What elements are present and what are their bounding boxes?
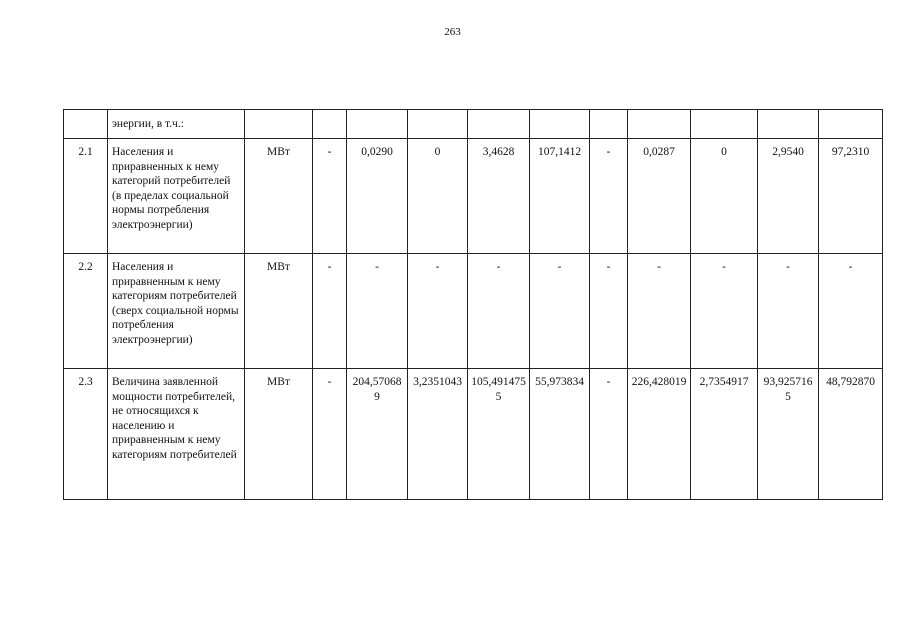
table-row <box>64 369 883 500</box>
value-cell: - <box>347 254 408 369</box>
value-cell: - <box>408 254 468 369</box>
value-cell: - <box>313 254 347 369</box>
value-cell: - <box>628 254 691 369</box>
value-cell: 0,0290 <box>347 139 408 254</box>
value-cell <box>408 110 468 139</box>
value-cell: 226,428019 <box>628 369 691 500</box>
value-cell: - <box>530 254 590 369</box>
value-cell: 97,2310 <box>819 139 883 254</box>
row-number-cell: 2.3 <box>64 369 108 500</box>
value-cell: - <box>819 254 883 369</box>
value-cell <box>590 110 628 139</box>
value-cell: - <box>468 254 530 369</box>
value-cell: 105,4914755 <box>468 369 530 500</box>
value-cell: - <box>590 139 628 254</box>
table-row <box>64 139 883 254</box>
table-row <box>64 254 883 369</box>
value-cell: 3,2351043 <box>408 369 468 500</box>
page-number: 263 <box>444 26 461 38</box>
value-cell: 48,792870 <box>819 369 883 500</box>
table-row <box>64 110 883 139</box>
value-cell <box>468 110 530 139</box>
value-cell: 55,973834 <box>530 369 590 500</box>
value-cell <box>313 110 347 139</box>
value-cell: - <box>313 369 347 500</box>
value-cell <box>530 110 590 139</box>
unit-cell <box>245 110 313 139</box>
row-number-cell: 2.2 <box>64 254 108 369</box>
value-cell: 3,4628 <box>468 139 530 254</box>
value-cell: 0 <box>408 139 468 254</box>
unit-cell: МВт <box>245 139 313 254</box>
value-cell: - <box>590 369 628 500</box>
value-cell: - <box>691 254 758 369</box>
row-description-cell: Населения и приравненным к нему категориям потребителей (сверх социальной нормы потребления электроэнергии) <box>108 254 245 369</box>
unit-cell: МВт <box>245 254 313 369</box>
value-cell: - <box>313 139 347 254</box>
row-description-cell: Величина заявленной мощности потребителей, не относящихся к населению и приравненным к нему категориям потребителей <box>108 369 245 500</box>
value-cell: 0 <box>691 139 758 254</box>
row-description-cell: энергии, в т.ч.: <box>108 110 245 139</box>
data-table <box>63 109 883 500</box>
value-cell: - <box>758 254 819 369</box>
row-number-cell <box>64 110 108 139</box>
value-cell <box>691 110 758 139</box>
value-cell <box>347 110 408 139</box>
value-cell: 93,9257165 <box>758 369 819 500</box>
value-cell: 2,9540 <box>758 139 819 254</box>
value-cell: 107,1412 <box>530 139 590 254</box>
value-cell <box>819 110 883 139</box>
row-description-cell: Населения и приравненных к нему категорий потребителей (в пределах социальной нормы потребления электроэнергии) <box>108 139 245 254</box>
row-number-cell: 2.1 <box>64 139 108 254</box>
value-cell <box>758 110 819 139</box>
unit-cell: МВт <box>245 369 313 500</box>
value-cell: 204,570689 <box>347 369 408 500</box>
value-cell <box>628 110 691 139</box>
value-cell: - <box>590 254 628 369</box>
value-cell: 0,0287 <box>628 139 691 254</box>
value-cell: 2,7354917 <box>691 369 758 500</box>
